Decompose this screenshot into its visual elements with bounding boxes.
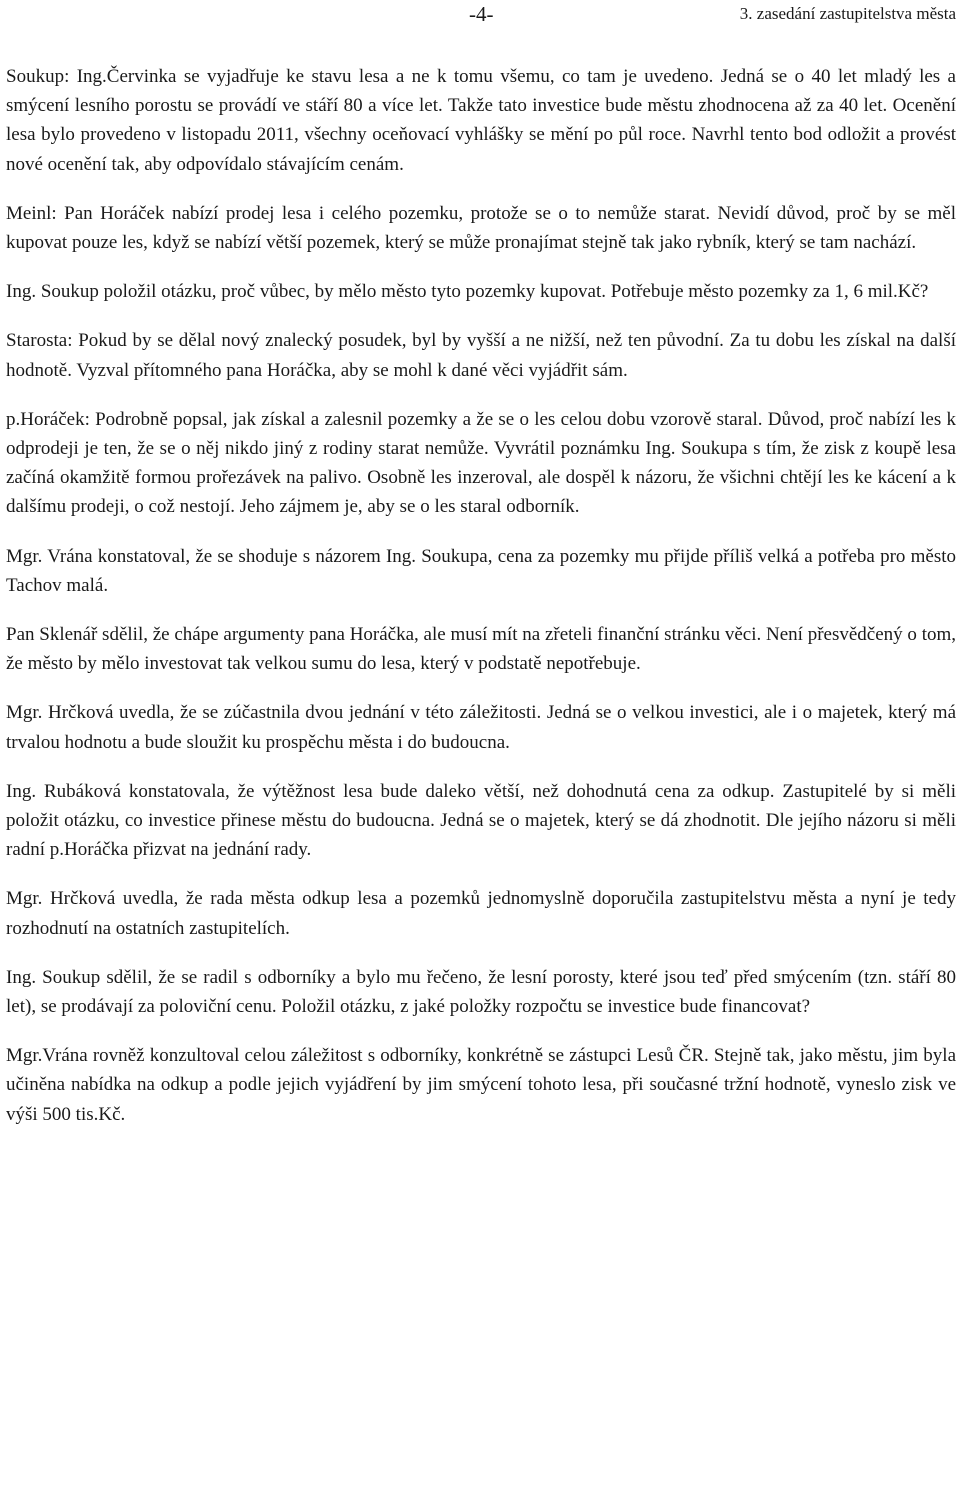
- paragraph-horacek: p.Horáček: Podrobně popsal, jak získal a zalesnil pozemky a že se o les celou dobu vzorově staral. Důvod, proč nabízí les k odprodeji je ten, že se o něj nikdo jiný z rodiny starat nemůže. Vyvrátil poznámku Ing. Soukupa s tím, že zisk z koupě lesa začíná okamžitě formou prořezávek na palivo. Osobně les inzeroval, ale dospěl k názoru, že všichni chtějí les ke kácení a k dalšímu prodeji, o což nestojí. Jeho zájmem je, aby se o les staral odborník.: [6, 408, 956, 518]
- document-body: [6, 62, 956, 1149]
- paragraph-rubakova: Ing. Rubáková konstatovala, že výtěžnost lesa bude daleko větší, než dohodnutá cena za odkup. Zastupitelé by si měli položit otázku, co investice přinese městu do budoucna. Jedná se o majetek, který se dá zhodnotit. Dle jejího názoru si měli radní p.Horáčka přizvat na jednání rady.: [6, 780, 956, 861]
- paragraph-vrana-1: Mgr. Vrána konstatoval, že se shoduje s názorem Ing. Soukupa, cena za pozemky mu přijde příliš velká a potřeba pro město Tachov malá.: [6, 545, 956, 596]
- session-title: 3. zasedání zastupitelstva města: [739, 4, 956, 23]
- paragraph-soukup-2: Ing. Soukup položil otázku, proč vůbec, by mělo město tyto pozemky kupovat. Potřebuje město pozemky za 1, 6 mil.Kč?: [6, 281, 929, 303]
- paragraph-meinl: Meinl: Pan Horáček nabízí prodej lesa i celého pozemku, protože se o to nemůže starat. Nevidí důvod, proč by se měl kupovat pouze les, když se nabízí větší pozemek, který se může pronajímat stejně tak jako rybník, který se tam nachází.: [6, 202, 956, 254]
- page-number: -4-: [469, 2, 494, 26]
- paragraph-soukup-1: Soukup: Ing.Červinka se vyjadřuje ke stavu lesa a ne k tomu všemu, co tam je uvedeno. Jedná se o 40 let mladý les a smýcení lesního porostu se provádí ve stáří 80 a více let. Takže tato investice bude městu zhodnocena až za 40 let. Ocenění lesa bylo provedeno v listopadu 2011, všechny oceňovací vyhlášky se mění po půl roce. Navrhl tento bod odložit a provést nové ocenění tak, aby odpovídalo stávajícím cenám.: [6, 66, 956, 175]
- page-header: [6, 0, 956, 50]
- paragraph-starosta: Starosta: Pokud by se dělal nový znalecký posudek, byl by vyšší a ne nižší, než ten původní. Za tu dobu les získal na další hodnotě. Vyzval přítomného pana Horáčka, aby se mohl k dané věci vyjádřit sám.: [6, 330, 956, 381]
- paragraph-sklenar: Pan Sklenář sdělil, že chápe argumenty pana Horáčka, ale musí mít na zřeteli finanční stránku věci. Není přesvědčený o tom, že město by mělo investovat tak velkou sumu do lesa, který v podstatě nepotřebuje.: [6, 624, 956, 675]
- paragraph-hrckova-1: Mgr. Hrčková uvedla, že se zúčastnila dvou jednání v této záležitosti. Jedná se o velkou investici, ale i o majetek, který má trvalou hodnotu a bude sloužit ku prospěchu města i do budoucna.: [6, 702, 956, 753]
- document-page: [6, 0, 956, 1125]
- paragraph-vrana-2: Mgr.Vrána rovněž konzultoval celou záležitost s odborníky, konkrétně se zástupci Lesů ČR. Stejně tak, jako městu, jim byla učiněna nabídka na odkup a podle jejich vyjádření by jim smýcení tohoto lesa, při současné tržní hodnotě, vyneslo zisk ve výši 500 tis.Kč.: [6, 1045, 956, 1125]
- paragraph-soukup-3: Ing. Soukup sdělil, že se radil s odborníky a bylo mu řečeno, že lesní porosty, které jsou teď před smýcením (tzn. stáří 80 let), se prodávají za poloviční cenu. Položil otázku, z jaké položky rozpočtu se investice bude financovat?: [6, 966, 956, 1018]
- paragraph-hrckova-2: Mgr. Hrčková uvedla, že rada města odkup lesa a pozemků jednomyslně doporučila zastupitelstvu města a nyní je tedy rozhodnutí na ostatních zastupitelích.: [6, 888, 956, 939]
